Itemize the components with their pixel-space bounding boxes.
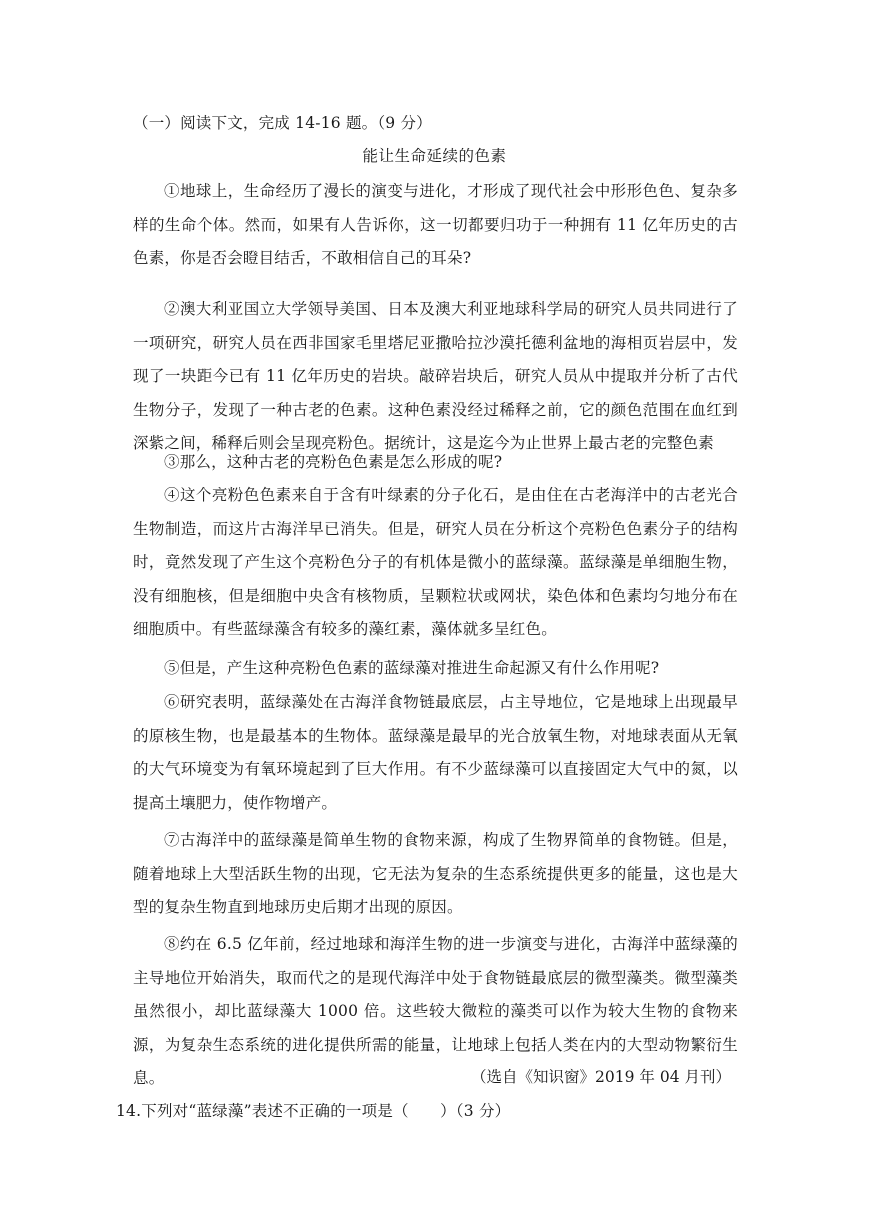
section-header: （一）阅读下文，完成 14-16 题。（9 分）: [133, 114, 432, 132]
paragraph-2: ②澳大利亚国立大学领导美国、日本及澳大利亚地球科学局的研究人员共同进行了一项研究，研究人员在西非国家毛里塔尼亚撒哈拉沙漠托德利盆地的海相页岩层中，发现了一块距今已有 11 亿年历史的岩块。敲碎岩块后，研究人员从中提取并分析了古代生物分子，发现了一种古老的色素。这种色素没经过稀释之前，它的颜色范围在血红到深紫之间，稀释后则会呈现亮粉色。据统计，这是迄今为止世界上最古老的完整色素: [133, 300, 738, 452]
paragraph-7: ⑦古海洋中的蓝绿藻是简单生物的食物来源，构成了生物界简单的食物链。但是，随着地球上大型活跃生物的出现，它无法为复杂的生态系统提供更多的能量，这也是大型的复杂生物直到地球历史后期才出现的原因。: [133, 831, 738, 916]
paragraph-3: ③那么，这种古老的亮粉色色素是怎么形成的呢?: [164, 453, 503, 471]
article-title: 能让生命延续的色素: [362, 147, 507, 165]
paragraph-8: ⑧约在 6.5 亿年前，经过地球和海洋生物的进一步演变与进化，古海洋中蓝绿藻的主导地位开始消失，取而代之的是现代海洋中处于食物链最底层的微型藻类。微型藻类虽然很小，却比蓝绿藻大 1000 倍。这些较大微粒的藻类可以作为较大生物的食物来源，为复杂生态系统的进化提供所需的能量，让地球上包括人类在内的大型动物繁衍生息。: [133, 935, 738, 1087]
question-14: 14.下列对“蓝绿藻”表述不正确的一项是（ ）（3 分）: [116, 1102, 511, 1120]
paragraph-4: ④这个亮粉色色素来自于含有叶绿素的分子化石，是由住在古老海洋中的古老光合生物制造，而这片古海洋早已消失。但是，研究人员在分析这个亮粉色色素分子的结构时，竟然发现了产生这个亮粉色分子的有机体是微小的蓝绿藻。蓝绿藻是单细胞生物，没有细胞核，但是细胞中央含有核物质，呈颗粒状或网状，染色体和色素均匀地分布在细胞质中。有些蓝绿藻含有较多的藻红素，藻体就多呈红色。: [133, 486, 738, 638]
article-source: （选自《知识窗》2019 年 04 月刊）: [471, 1068, 731, 1086]
paragraph-1: ①地球上，生命经历了漫长的演变与进化，才形成了现代社会中形形色色、复杂多样的生命个体。然而，如果有人告诉你，这一切都要归功于一种拥有 11 亿年历史的古色素，你是否会瞪目结舌，不敢相信自己的耳朵?: [133, 182, 738, 267]
paragraph-6: ⑥研究表明，蓝绿藻处在古海洋食物链最底层，占主导地位，它是地球上出现最早的原核生物，也是最基本的生物体。蓝绿藻是最早的光合放氧生物，对地球表面从无氧的大气环境变为有氧环境起到了巨大作用。有不少蓝绿藻可以直接固定大气中的氮，以提高土壤肥力，使作物增产。: [133, 693, 738, 812]
paragraph-5: ⑤但是，产生这种亮粉色色素的蓝绿藻对推进生命起源又有什么作用呢?: [164, 659, 660, 677]
